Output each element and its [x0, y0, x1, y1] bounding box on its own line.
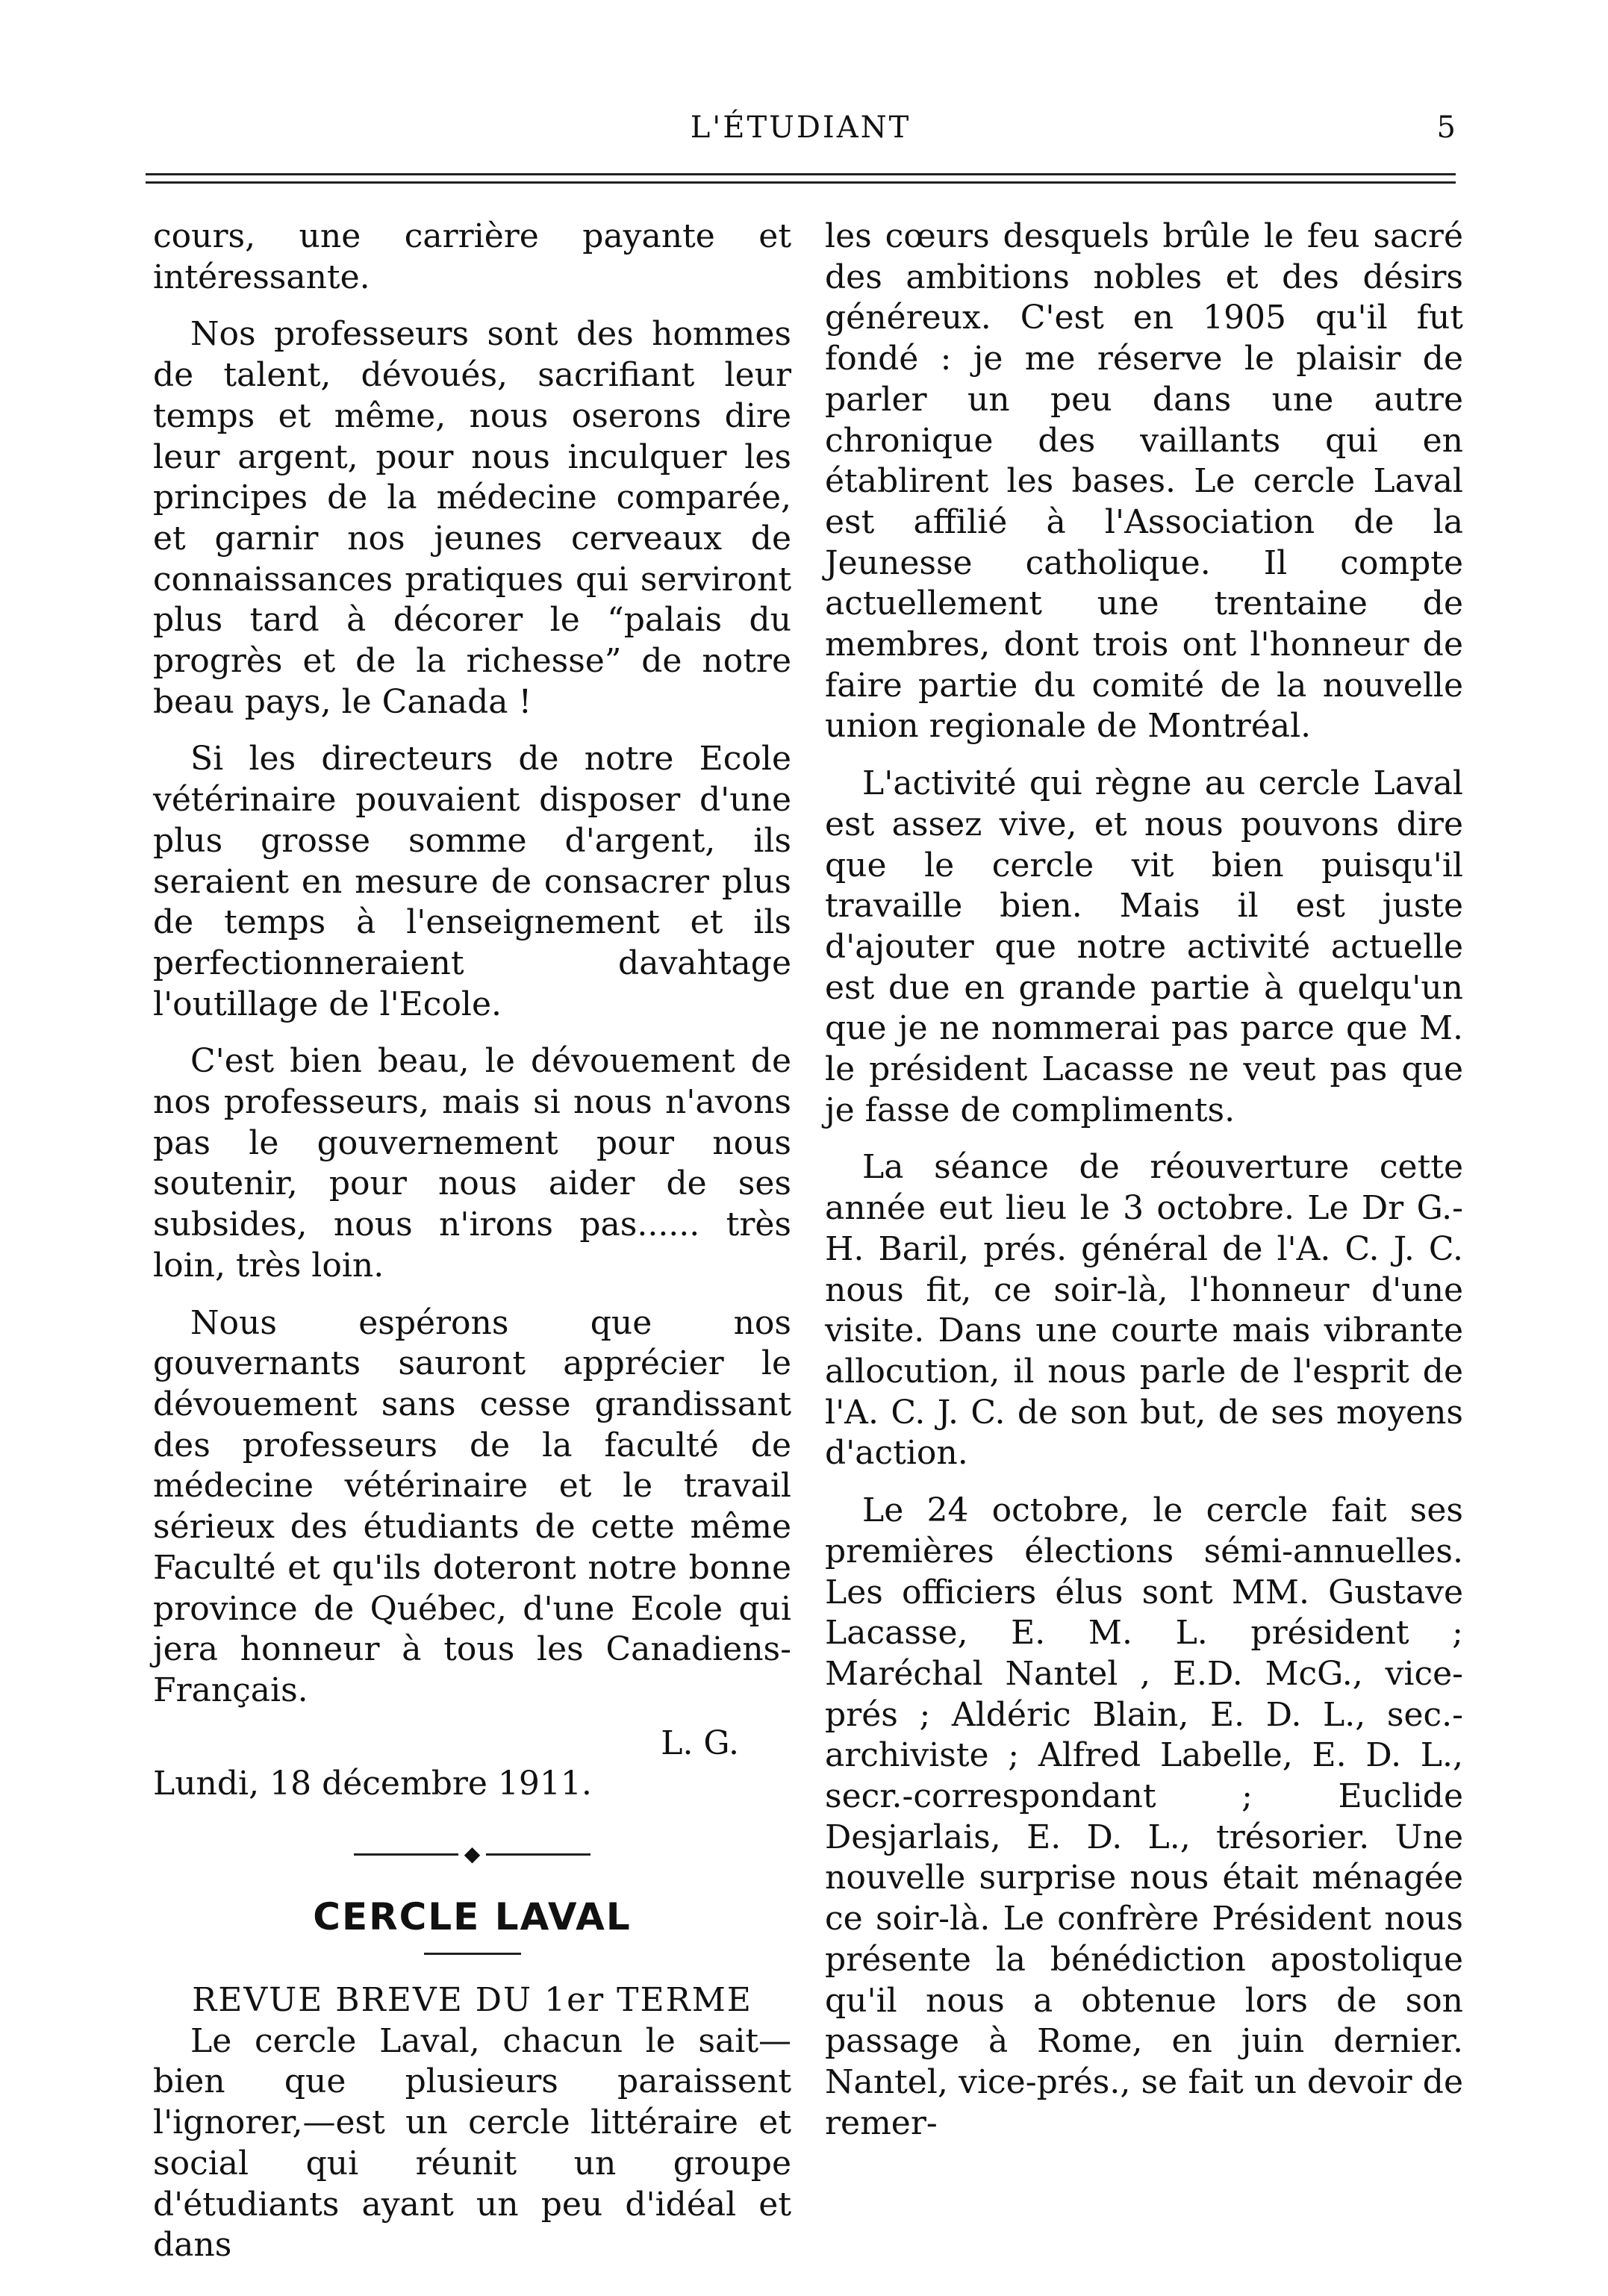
paragraph: Si les directeurs de notre Ecole vétérinaire pouvaient disposer d'une plus grosse somme d'argent, ils seraient en mesure de consacrer plus de temps à l'enseignement et ils perfectionneraient davahtage l'outillage de l'Ecole.: [153, 740, 791, 1023]
signature: L. G.: [661, 1723, 739, 1762]
paragraph: C'est bien beau, le dévouement de nos professeurs, mais si nous n'avons pas le gouvernement pour nous soutenir, pour nous aider de ses subsides, nous n'irons pas...... très loin, très loin.: [153, 1042, 791, 1285]
paragraph: L'activité qui règne au cercle Laval est assez vive, et nous pouvons dire que le cercle vit bien puisqu'il travaille bien. Mais il est juste d'ajouter que notre activité actuelle est due en grande partie à quelqu'un que je ne nommerai pas parce que M. le président Lacasse ne veut pas que je fasse de compliments.: [825, 764, 1463, 1129]
page-header: [146, 110, 1456, 155]
left-column: [153, 216, 791, 2283]
paragraph: Le cercle Laval, chacun le sait— bien que plusieurs paraissent l'ignorer,—est un cercle littéraire et social qui réunit un groupe d'étudiants ayant un peu d'idéal et dans: [153, 2021, 791, 2265]
page-number: 5: [1436, 110, 1456, 145]
paragraph: les cœurs desquels brûle le feu sacré des ambitions nobles et des désirs généreux. C'est en 1905 qu'il fut fondé : je me réserve le plaisir de parler un peu dans une autre chronique des vaillants qui en établirent les bases. Le cercle Laval est affilié à l'Association de la Jeunesse catholique. Il compte actuellement une trentaine de membres, dont trois ont l'honneur de faire partie du comité de la nouvelle union regionale de Montréal.: [825, 217, 1463, 746]
right-column: [825, 216, 1463, 2160]
section-heading: CERCLE LAVAL: [313, 1895, 632, 1939]
header-double-rule: [146, 173, 1456, 184]
section-ornament: ◆: [153, 1833, 791, 1874]
paragraph: cours, une carrière payante et intéressante.: [153, 217, 791, 296]
dateline: Lundi, 18 décembre 1911.: [153, 1765, 592, 1803]
running-title: L'ÉTUDIANT: [690, 110, 911, 145]
paragraph: Le 24 octobre, le cercle fait ses premières élections sémi-annuelles. Les officiers élus sont MM. Gustave Lacasse, E. M. L. président ; Maréchal Nantel , E.D. McG., vice-prés ; Aldéric Blain, E. D. L., sec.-archiviste ; Alfred Labelle, E. D. L., secr.-correspondant ; Euclide Desjarlais, E. D. L., trésorier. Une nouvelle surprise nous était ménagée ce soir-là. Le confrère Président nous présente la bénédiction apostolique qu'il nous a obtenue lors de son passage à Rome, en juin dernier. Nantel, vice-prés., se fait un devoir de remer-: [825, 1491, 1463, 2142]
sub-heading: REVUE BREVE DU 1er TERME: [192, 1981, 752, 2020]
heading-rule: [424, 1953, 521, 1955]
paragraph: La séance de réouverture cette année eut lieu le 3 octobre. Le Dr G.-H. Baril, prés. général de l'A. C. J. C. nous fit, ce soir-là, l'honneur d'une visite. Dans une courte mais vibrante allocution, il nous parle de l'esprit de l'A. C. J. C. de son but, de ses moyens d'action.: [825, 1148, 1463, 1473]
paragraph: Nos professeurs sont des hommes de talent, dévoués, sacrifiant leur temps et même, nous oserons dire leur argent, pour nous inculquer les principes de la médecine comparée, et garnir nos jeunes cerveaux de connaissances pratiques qui serviront plus tard à décorer le “palais du progrès et de la richesse” de notre beau pays, le Canada !: [153, 315, 791, 721]
paragraph: Nous espérons que nos gouvernants sauront apprécier le dévouement sans cesse grandissant des professeurs de la faculté de médecine vétérinaire et le travail sérieux des étudiants de cette même Faculté et qu'ils doteront notre bonne province de Québec, d'une Ecole qui jera honneur à tous les Canadiens-Français.: [153, 1303, 791, 1709]
